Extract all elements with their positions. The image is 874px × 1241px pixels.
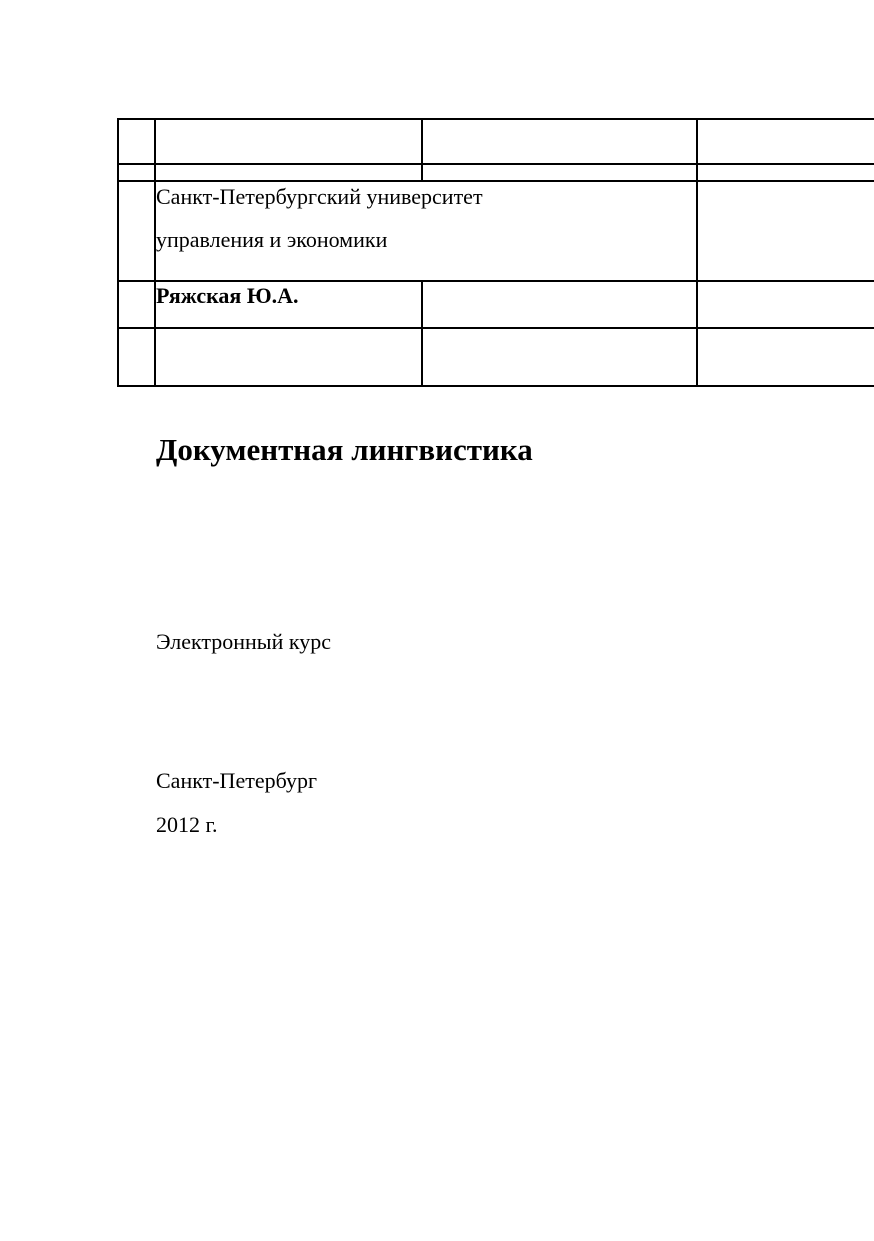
table-rule bbox=[421, 280, 423, 387]
institution-name-line-1: Санкт-Петербургский университет bbox=[156, 184, 483, 209]
document-title: Документная лингвистика bbox=[156, 432, 533, 467]
publication-year: 2012 г. bbox=[156, 812, 218, 837]
institution-name-line-2: управления и экономики bbox=[156, 227, 388, 252]
table-rule bbox=[117, 327, 874, 329]
table-rule-top bbox=[117, 118, 874, 120]
table-rule bbox=[696, 118, 698, 387]
table-rule-bottom bbox=[117, 385, 874, 387]
publication-city: Санкт-Петербург bbox=[156, 768, 317, 793]
author-name: Ряжская Ю.А. bbox=[156, 283, 299, 308]
table-rule-left bbox=[117, 118, 119, 387]
course-type: Электронный курс bbox=[156, 629, 332, 654]
table-rule bbox=[117, 163, 874, 165]
table-rule bbox=[421, 118, 423, 182]
